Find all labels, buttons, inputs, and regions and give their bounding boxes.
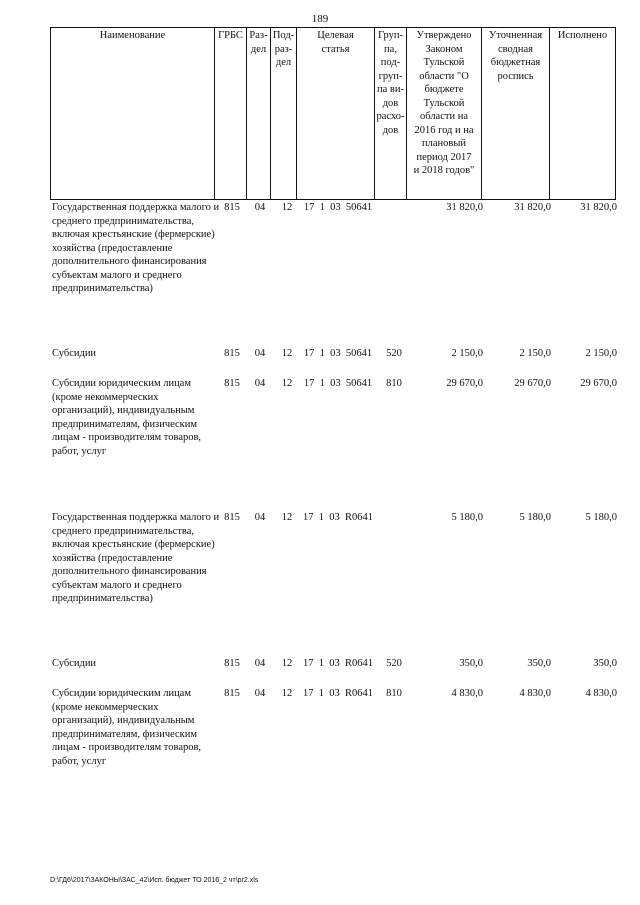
row-podrazdel: 12 [281,512,293,523]
row-approved: 5 180,0 [451,512,483,523]
row-executed: 350,0 [593,658,617,669]
row-approved: 4 830,0 [451,688,483,699]
row-executed: 5 180,0 [585,512,617,523]
row-approved: 2 150,0 [451,348,483,359]
row-target-article: 17 1 03 50641 [303,348,373,359]
row-expense-group: 810 [386,378,402,389]
row-grbs: 815 [224,202,240,213]
row-approved: 31 820,0 [446,202,483,213]
header-podrazdel: Под- раз- дел [271,28,297,200]
row-name: Субсидии [52,658,97,669]
row-executed: 2 150,0 [585,348,617,359]
row-podrazdel: 12 [281,688,293,699]
row-target-article: 17 1 03 R0641 [302,688,373,699]
header-name: Наименование [51,28,215,200]
row-executed: 29 670,0 [580,378,617,389]
row-razdel: 04 [254,658,266,669]
page-number: 189 [311,13,329,25]
header-executed: Исполнено [550,28,616,200]
row-executed: 4 830,0 [585,688,617,699]
header-target-article: Целевая статья [297,28,375,200]
row-refined: 5 180,0 [519,512,551,523]
row-approved: 29 670,0 [446,378,483,389]
header-refined: Уточненная сводная бюджетная роспись [482,28,550,200]
row-name: Субсидии юридическим лицам (кроме некоммерческих организаций), индивидуальным предпринимателям, физическим лицам - производителям товаров, работ, услуг [52,378,202,457]
row-refined: 4 830,0 [519,688,551,699]
table-header [50,27,616,200]
header-expense-group: Груп- па, под- груп- па ви- дов расхо- дов [375,28,407,200]
row-razdel: 04 [254,348,266,359]
row-razdel: 04 [254,512,266,523]
file-path-footer: D:\ГД6\2017\ЗАКОНЫ\ЗАС_42\Исп. бюджет ТО 2016_2 чт\pr2.xls [50,877,259,884]
row-refined: 31 820,0 [514,202,551,213]
row-grbs: 815 [224,348,240,359]
row-name: Субсидии [52,348,97,359]
row-podrazdel: 12 [281,348,293,359]
row-name: Государственная поддержка малого и среднего предпринимательства, включая крестьянские (фермерские) хозяйства (предоставление дополнительного финансирования субъектам малого и среднего предпринимательства) [52,202,220,294]
row-target-article: 17 1 03 R0641 [302,512,373,523]
row-target-article: 17 1 03 R0641 [302,658,373,669]
row-target-article: 17 1 03 50641 [303,378,373,389]
row-grbs: 815 [224,658,240,669]
row-podrazdel: 12 [281,658,293,669]
row-expense-group: 810 [386,688,402,699]
row-razdel: 04 [254,378,266,389]
header-approved: Утверждено Законом Тульской области "О бюджете Тульской области на 2016 год и на плановый период 2017 и 2018 годов" [407,28,482,200]
row-executed: 31 820,0 [580,202,617,213]
header-razdel: Раз- дел [247,28,271,200]
row-razdel: 04 [254,202,266,213]
row-refined: 2 150,0 [519,348,551,359]
row-approved: 350,0 [459,658,483,669]
row-expense-group: 520 [386,658,402,669]
row-razdel: 04 [254,688,266,699]
row-podrazdel: 12 [281,202,293,213]
row-expense-group: 520 [386,348,402,359]
row-target-article: 17 1 03 50641 [303,202,373,213]
row-name: Государственная поддержка малого и среднего предпринимательства, включая крестьянские (фермерские) хозяйства (предоставление дополнительного финансирования субъектам малого и среднего предпринимательства) [52,512,220,604]
row-grbs: 815 [224,512,240,523]
row-grbs: 815 [224,688,240,699]
row-name: Субсидии юридическим лицам (кроме некоммерческих организаций), индивидуальным предпринимателям, физическим лицам - производителям товаров, работ, услуг [52,688,202,767]
row-refined: 29 670,0 [514,378,551,389]
row-grbs: 815 [224,378,240,389]
row-podrazdel: 12 [281,378,293,389]
row-refined: 350,0 [527,658,551,669]
header-grbs: ГРБС [215,28,247,200]
